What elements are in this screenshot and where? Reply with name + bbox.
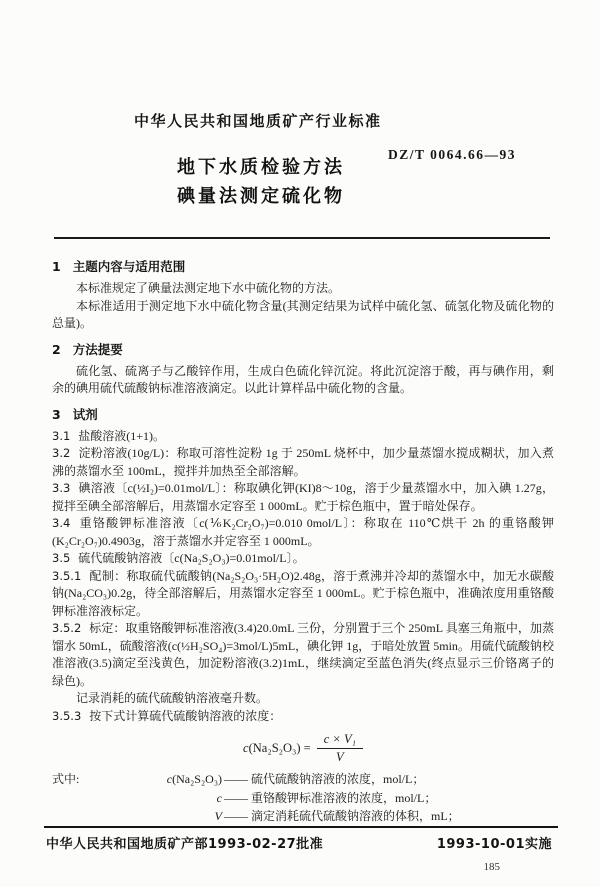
document-title-line1: 地下水质检验方法 (177, 157, 345, 178)
reagent-item-3-3 (52, 480, 554, 515)
section-1-heading (52, 258, 554, 275)
section-3-heading (52, 406, 554, 423)
section-1-paragraph-2: 本标准适用于测定地下水中硫化物含量(其测定结果为试样中硫化氢、硫氢化物及硫化物的总量)。 (52, 298, 554, 330)
reagent-item-3-5-2 (52, 620, 554, 690)
symbol-term (217, 789, 222, 808)
symbol-lead (52, 789, 222, 808)
section-2-paragraph: 硫化氢、硫离子与乙酸锌作用，生成白色硫化锌沉淀。将此沉淀溶于酸，再与碘作用，剩余的碘用硫代硫酸钠标准溶液滴定。以此计算样品中硫化物的含量。 (52, 363, 554, 395)
item-text: 硫代硫酸钠溶液〔c(Na₂S₂O₃)=0.01mol/L〕。 (78, 551, 305, 565)
item-text: 淀粉溶液(10g/L)：称取可溶性淀粉 1g 于 250mL 烧杯中，加少量蒸馏水搅成糊状，加入煮沸的蒸馏水至 100mL，搅拌并加热至全部溶解。 (52, 446, 554, 478)
footer-line (44, 828, 558, 852)
symbol-definition-row (52, 789, 554, 808)
approval-text: 中华人民共和国地质矿产部1993-02-27批准 (46, 837, 324, 852)
equation-numerator: c × V₁ (317, 732, 363, 749)
item-number: 3.4 (52, 516, 71, 530)
item-number: 3.2 (52, 446, 71, 460)
section-2-title: 方法提要 (72, 341, 123, 357)
symbol-definition-row (52, 807, 554, 826)
document-body (0, 244, 600, 826)
item-number: 3.5 (52, 551, 71, 565)
standard-org-line: 中华人民共和国地质矿产行业标准 (134, 112, 382, 130)
symbol-variable: V (214, 809, 222, 823)
item-text: 标定：取重铬酸钾标准溶液(3.4)20.0mL 三份，分别置于三个 250mL 具塞三角瓶中，加蒸馏水 50mL，硫酸溶液(c(½H₂SO₄)=3mol/L)5mL，碘化钾 1g，于暗处放置 5min。用硫代硫酸钠校准溶液(3.5)滴定至浅黄色，加淀粉溶液(3.2)1mL，继续滴定至蓝色消失(终点显示三价铬离子的绿色)。 (52, 621, 554, 688)
item-text: 配制：称取硫代硫酸钠(Na₂S₂O₃·5H₂O)2.48g，溶于煮沸并冷却的蒸馏水中，加无水碳酸钠(Na₂CO₃)0.2g，待全部溶解后，用蒸馏水定容至 1 000mL。贮于棕色瓶中，准确浓度用重铬酸钾标准溶液标定。 (52, 568, 554, 618)
section-2-heading (52, 341, 554, 358)
equation-lhs-variable: c (243, 740, 249, 755)
equation-fraction (317, 732, 363, 765)
section-1-number: 1 (52, 259, 61, 274)
item-text: 重铬酸钾标准溶液〔c(⅙K₂Cr₂O₇)=0.010 0mol/L〕：称取在 110℃烘干 2h 的重铬酸钾(K₂Cr₂O₇)0.4903g，溶于蒸馏水并定容至 1 000mL。 (52, 516, 554, 548)
document-title-line2: 碘量法测定硫化物 (177, 186, 345, 207)
section-3-title: 试剂 (72, 406, 98, 422)
symbol-description: —— 滴定消耗硫代硫酸钠溶液的体积，mL； (224, 809, 460, 823)
section-2-number: 2 (52, 341, 61, 357)
header-divider (54, 237, 550, 239)
item-text: 盐酸溶液(1+1)。 (78, 428, 166, 443)
section-1-paragraph-1: 本标准规定了碘量法测定地下水中硫化物的方法。 (76, 281, 341, 295)
equation-lhs-rest: (Na₂S₂O₃) = (248, 740, 311, 755)
item-number: 3.5.1 (52, 568, 82, 583)
symbol-description: —— 硫代硫酸钠溶液的浓度，mol/L； (224, 772, 425, 786)
reagent-item-3-2 (52, 445, 554, 480)
reagent-item-3-5-1 (52, 568, 554, 621)
symbol-description: —— 重铬酸钾标准溶液的浓度，mol/L； (224, 790, 437, 805)
item-number: 3.1 (52, 428, 71, 443)
page-number: 185 (483, 861, 500, 873)
symbol-variable: c (166, 772, 173, 786)
where-label: 式中: (52, 772, 80, 786)
implementation-text: 1993-10-01实施 (436, 837, 552, 852)
symbol-definition-row (52, 770, 554, 789)
symbol-definitions (52, 770, 554, 826)
symbol-variable: c (216, 790, 222, 805)
concentration-equation (52, 732, 554, 765)
section-3-number: 3 (52, 406, 61, 422)
symbol-term (215, 807, 222, 826)
item-text: 按下式计算硫代硫酸钠溶液的浓度： (89, 708, 282, 723)
equation-denominator: V (336, 750, 344, 764)
item-number: 3.3 (52, 481, 71, 495)
item-number: 3.5.3 (52, 708, 82, 723)
item-text: 碘溶液〔c(½I₂)=0.01mol/L〕：称取碘化钾(KI)8～10g，溶于少量蒸馏水中，加入碘 1.27g，搅拌至碘全部溶解后，用蒸馏水定容至 1 000mL。贮于棕色瓶中，置于暗处保存。 (52, 481, 554, 513)
reagent-item-3-4 (52, 515, 554, 550)
document-header (0, 0, 600, 244)
item-number: 3.5.2 (52, 621, 82, 635)
symbol-term (167, 770, 222, 789)
symbol-rest: (Na₂S₂O₃) (172, 772, 222, 786)
symbol-lead (52, 770, 222, 789)
symbol-lead (52, 807, 222, 826)
standard-number: DZ/T 0064.66—93 (388, 147, 517, 162)
section-1-title: 主题内容与适用范围 (72, 259, 186, 274)
reagent-item-3-1 (52, 428, 554, 446)
document-footer (0, 826, 600, 874)
record-note: 记录消耗的硫代硫酸钠溶液毫升数。 (76, 691, 269, 705)
reagent-item-3-5 (52, 550, 554, 568)
reagent-item-3-5-3 (52, 708, 554, 726)
